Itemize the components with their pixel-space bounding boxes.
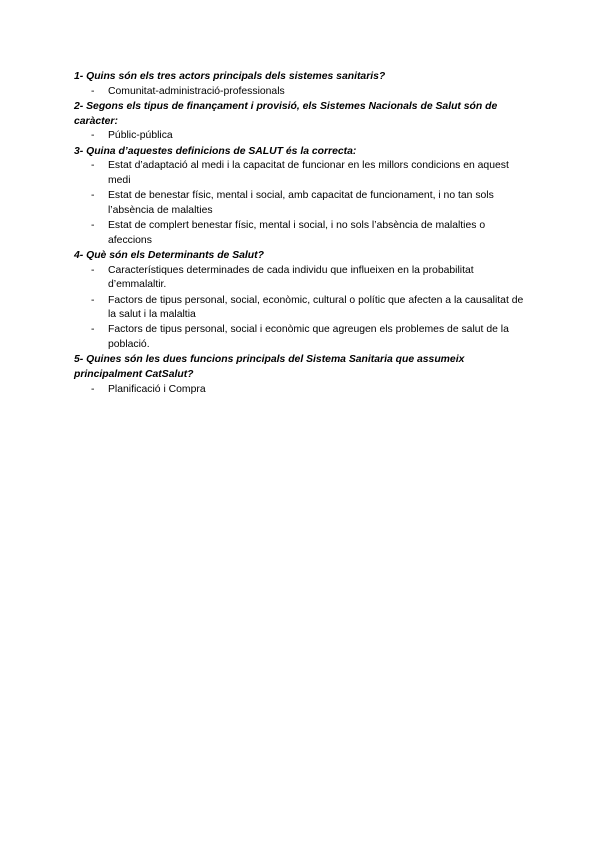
answer-item [74, 294, 528, 323]
question-5: 5- Quines són les dues funcions principals del Sistema Sanitaria que assumeix principalment CatSalut? [74, 354, 465, 381]
answer-text: Estat d’adaptació al medi i la capacitat de funcionar en les millors condicions en aquest medi [108, 160, 509, 186]
answer-list-3 [74, 159, 528, 248]
answer-item [74, 189, 528, 218]
answer-item [74, 85, 528, 100]
bullet-dash: - [91, 160, 95, 172]
document-page [74, 70, 528, 398]
bullet-dash: - [91, 85, 95, 97]
answer-item [74, 219, 528, 248]
answer-text: Comunitat-administració-professionals [108, 85, 285, 97]
question-1: 1- Quins són els tres actors principals dels sistemes sanitaris? [74, 71, 386, 82]
answer-text: Factors de tipus personal, social, econòmic, cultural o polític que afecten a la causalitat de la salut i la malaltia [108, 294, 524, 321]
bullet-dash: - [91, 324, 95, 336]
question-4: 4- Què són els Determinants de Salut? [74, 249, 264, 261]
bullet-dash: - [91, 130, 95, 142]
bullet-dash: - [91, 220, 95, 232]
answer-item [74, 383, 528, 398]
question-2: 2- Segons els tipus de finançament i provisió, els Sistemes Nacionals de Salut són de caràcter: [74, 100, 498, 127]
answer-item [74, 129, 528, 144]
answer-item [74, 159, 528, 188]
answer-text: Estat de benestar físic, mental i social, amb capacitat de funcionament, i no tan sols l’absència de malalties [108, 190, 494, 216]
answer-text: Característiques determinades de cada individu que influeixen en la probabilitat d’emmalaltir. [108, 264, 474, 291]
bullet-dash: - [91, 383, 95, 395]
answer-text: Planificació i Compra [108, 383, 206, 395]
answer-item [74, 264, 528, 293]
answer-text: Públic-pública [108, 130, 173, 142]
bullet-dash: - [91, 190, 95, 202]
answer-list-5 [74, 383, 528, 398]
answer-list-4 [74, 264, 528, 353]
answer-text: Factors de tipus personal, social i econòmic que agreugen els problemes de salut de la població. [108, 324, 509, 351]
bullet-dash: - [91, 294, 95, 306]
answer-list-2 [74, 129, 528, 144]
answer-item [74, 323, 528, 352]
question-3: 3- Quina d’aquestes definicions de SALUT és la correcta: [74, 145, 357, 157]
answer-text: Estat de complert benestar físic, mental i social, i no sols l’absència de malalties o afeccions [108, 220, 486, 246]
bullet-dash: - [91, 264, 95, 276]
answer-list-1 [74, 85, 528, 100]
